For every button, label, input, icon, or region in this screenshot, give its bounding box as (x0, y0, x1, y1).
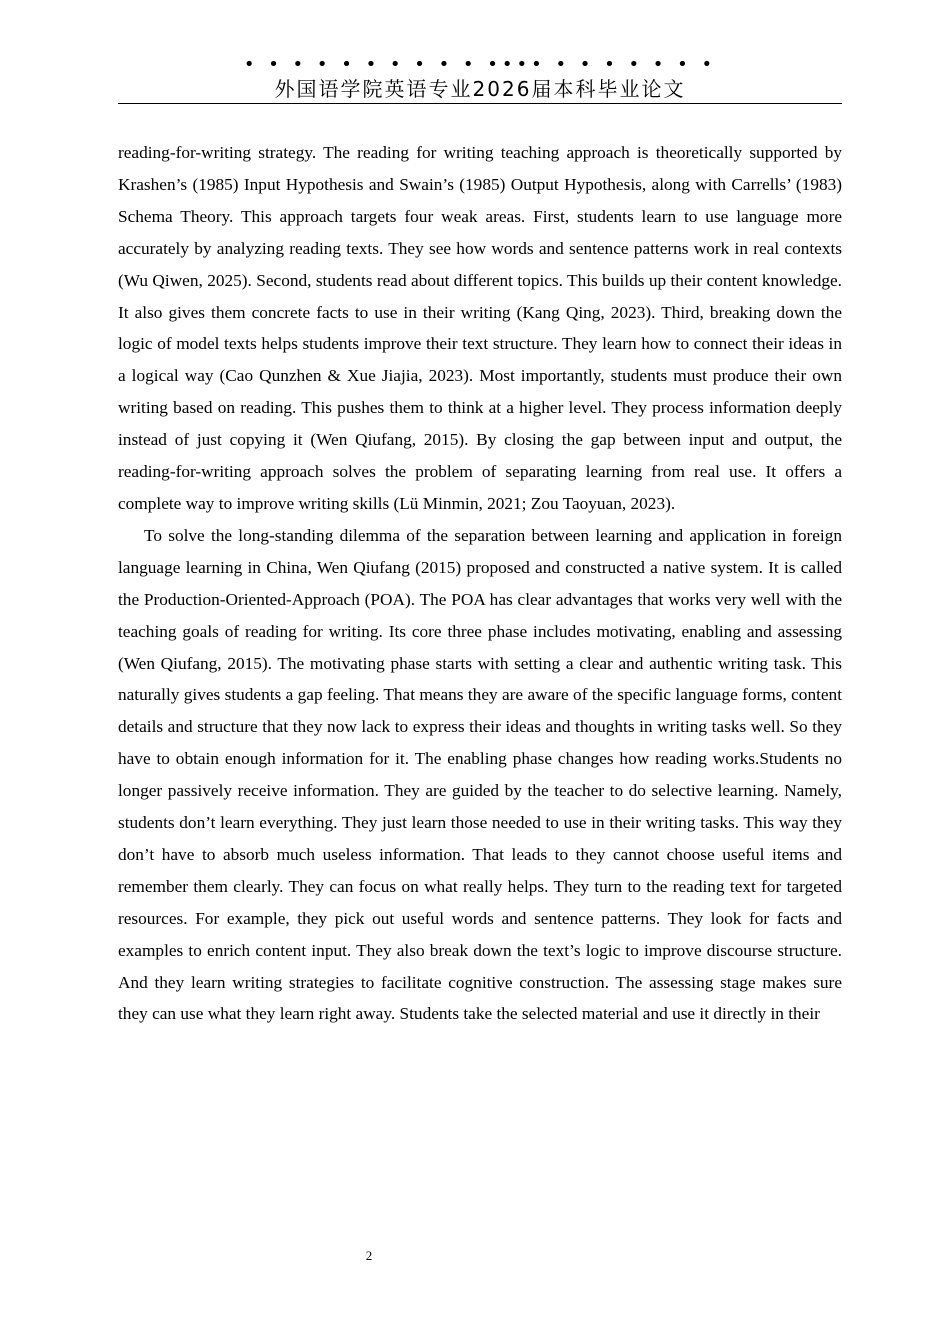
paragraph-1: reading-for-writing strategy. The reading for writing teaching approach is theoretically supported by Krashen’s (1985) Input Hypothesis and Swain’s (1985) Output Hypothesis, along with Carrells’ (1983) Schema Theory. This approach targets four weak areas. First, students learn to use language more accurately by analyzing reading texts. They see how words and sentence patterns work in real contexts (Wu Qiwen, 2025). Second, students read about different topics. This builds up their content knowledge. It also gives them concrete facts to use in their writing (Kang Qing, 2023). Third, breaking down the logic of model texts helps students improve their text structure. They learn how to connect their ideas in a logical way (Cao Qunzhen & Xue Jiajia, 2023). Most importantly, students must produce their own writing based on reading. This pushes them to think at a higher level. They process information deeply instead of just copying it (Wen Qiufang, 2015). By closing the gap between input and output, the reading-for-writing approach solves the problem of separating learning from real use. It offers a complete way to improve writing skills (Lü Minmin, 2021; Zou Taoyuan, 2023). (118, 143, 842, 513)
paragraph-2: To solve the long-standing dilemma of the separation between learning and application in foreign language learning in China, Wen Qiufang (2015) proposed and constructed a native system. It is called the Production-Oriented-Approach (POA). The POA has clear advantages that works very well with the teaching goals of reading for writing. Its core three phase includes motivating, enabling and assessing (Wen Qiufang, 2015). The motivating phase starts with setting a clear and authentic writing task. This naturally gives students a gap feeling. That means they are aware of the specific language forms, content details and structure that they now lack to express their ideas and thoughts in writing tasks well. So they have to obtain enough information for it. The enabling phase changes how reading works.Students no longer passively receive information. They are guided by the teacher to do selective learning. Namely, students don’t learn everything. They just learn those needed to use in their writing tasks. This way they don’t have to absorb much useless information. That leads to they cannot choose useful items and remember them clearly. They can focus on what really helps. They turn to the reading text for targeted resources. For example, they pick out useful words and sentence patterns. They look for facts and examples to enrich content input. They also break down the text’s logic to improve discourse structure. And they learn writing strategies to facilitate cognitive construction. The assessing stage makes sure they can use what they learn right away. Students take the selected material and use it directly in their (118, 525, 842, 1024)
header-emphasis-dots: • • • • • • • • • • •••• • • • • • • • (243, 54, 717, 75)
header-rule (118, 103, 842, 104)
page-header (118, 54, 842, 104)
page-number: 2 (365, 1248, 373, 1263)
body-text (118, 137, 842, 1030)
header-title: 外国语学院英语专业2026届本科毕业论文 (274, 77, 686, 101)
